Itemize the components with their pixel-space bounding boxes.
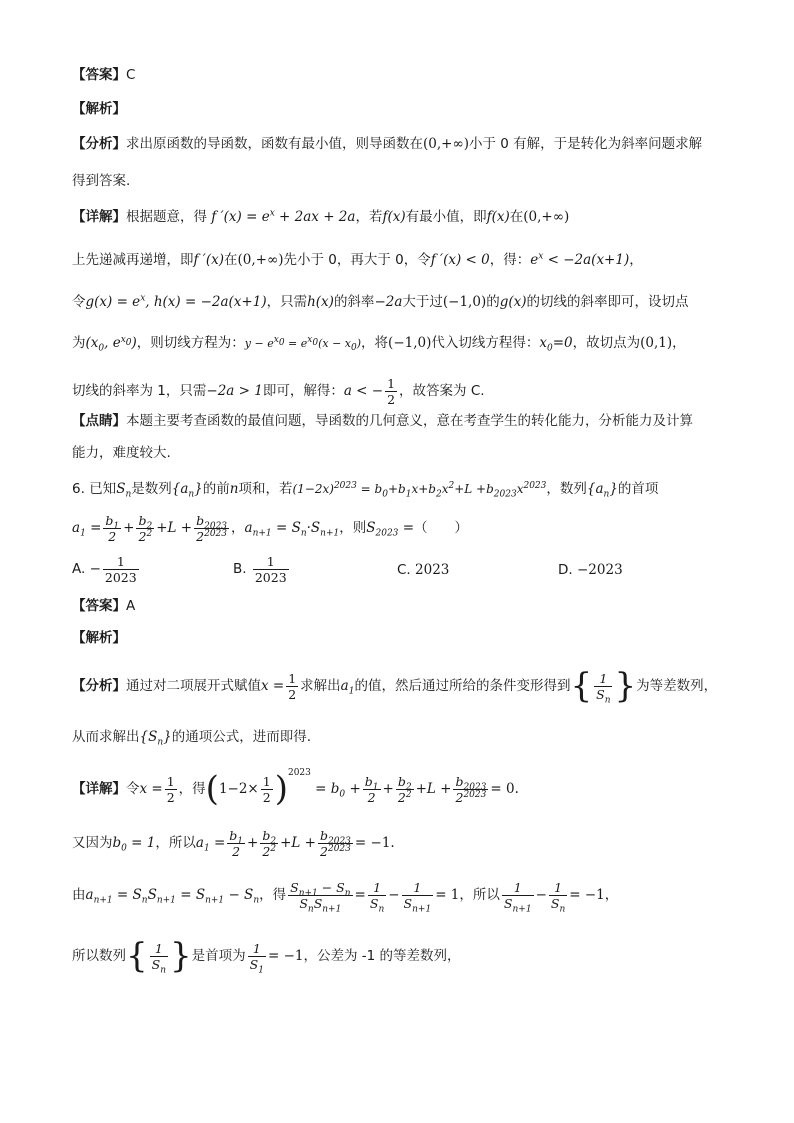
answer-tag: 【答案】 [72, 67, 126, 83]
answer-tag: 【答案】 [72, 598, 126, 614]
math-fraction: $\frac{1}{2}$ [387, 375, 396, 407]
math-fraction: $\frac{1}{S_n}$ [596, 670, 611, 705]
math-formula: $\{a_n\}$ [171, 481, 203, 500]
q5-dianjing-line-2 [72, 444, 724, 462]
math-fraction: $\frac{b_2}{2^2}$ [262, 827, 277, 859]
math-fraction: $\frac{b_{2023}}{2^{2023}}$ [196, 512, 228, 544]
option-value: −2023 [576, 562, 623, 578]
option-fraction: $\frac{1}{2023}$ [254, 553, 287, 585]
math-point: (0,1) [640, 335, 673, 351]
math-fraction: $\frac{1}{S_{n+1}}$ [503, 879, 532, 914]
option-letter: C. [397, 562, 411, 578]
math-formula: f ′(x) < 0 [430, 252, 490, 268]
q6-stem-line-1 [72, 480, 724, 498]
stem-text: 已知 [89, 481, 117, 497]
math-formula: $a_1$ = [72, 520, 102, 539]
q6-fenxi-line-1: 【分析】通过对二项展开式赋值x = $\frac{1}{2}$ 求解出$a_1$的值，然后通过所给的条件变形得到{ $\frac{1}{S_n}$ }为等差数列， [72, 666, 718, 706]
math-formula: $a_1$ = [195, 835, 226, 854]
q6-stem-line-2: $a_1$ = $\frac{b_1}{2}$ + $\frac{b_2}{2^2}$ +L + $\frac{b_{2023}}{2^{2023}}$ ，$a_{n+1} = S_n\cdot S_{n+1}$，则$S_{2023}$ =（ ） [72, 512, 469, 544]
xiangjie-text: ，所以 [155, 835, 196, 851]
xiangjie-text: 的 [486, 294, 500, 310]
fenxi-text: 得到答案. [72, 173, 131, 189]
option-a[interactable] [72, 552, 141, 586]
option-d[interactable] [558, 561, 623, 579]
math-formula: $(1-2x)^{2023} = b_0+b_1x+b_2x^2+L +b_{2023}x^{2023}$ [292, 481, 547, 500]
xiangjie-text: 上先递减再递增，即 [72, 252, 194, 268]
fenxi-text: 的通项公式，进而即得. [171, 729, 312, 745]
xiangjie-text: 切线的斜率为 1，只需 [72, 383, 207, 399]
analysis-tag: 【解析】 [72, 630, 126, 646]
q5-analysis-heading [72, 100, 724, 118]
math-fraction: $\frac{1}{S_n}$ [369, 879, 385, 914]
q5-xiangjie-line-1 [72, 208, 724, 226]
xiangjie-text: 有最小值，即 [405, 209, 487, 225]
xiangjie-text: ，公差为 -1 的等差数列， [303, 948, 461, 964]
math-interval: (0,+∞) [237, 252, 284, 268]
math-formula: $a_1$ [340, 678, 355, 697]
math-fraction: $\frac{b_2}{2^2}$ [397, 773, 412, 805]
math-formula: $S_{2023}$ = [366, 520, 415, 539]
xiangjie-text: 是首项为 [191, 948, 246, 964]
q5-fenxi-line-1 [72, 135, 724, 153]
option-value: 2023 [415, 562, 450, 578]
math-fraction: $\frac{1}{2}$ [288, 670, 297, 702]
q6-xiangjie-line-2: 又因为$b_0 = 1$，所以$a_1$ = $\frac{b_1}{2}$ + $\frac{b_2}{2^2}$ +L + $\frac{b_{2023}}{2^{2023}}$ = −1. [72, 827, 395, 859]
math-fraction: $\frac{1}{2}$ [166, 773, 175, 805]
q5-xiangjie-line-3 [72, 293, 724, 311]
fenxi-text: 为等差数列， [636, 678, 718, 694]
math-formula: $\{S_n\}$ [139, 729, 172, 748]
q6-xiangjie-line-3: 由$a_{n+1} = S_nS_{n+1} = S_{n+1} - S_n$，得 $\frac{S_{n+1} - S_n}{S_nS_{n+1}}$ = $\frac{1}{S_n}$ − $\frac{1}{S_{n+1}}$ = 1，所以 $\frac{1}{S_{n+1}}$ − $\frac{1}{S_n}$ = −1， [72, 879, 619, 914]
fenxi-tag: 【分析】 [72, 136, 126, 152]
xiangjie-text: ，得 [259, 887, 287, 903]
q6-analysis-heading [72, 629, 724, 647]
math-formula: $\{a_n\}$ [586, 481, 618, 500]
math-fraction: $\frac{b_{2023}}{2^{2023}}$ [455, 773, 487, 805]
xiangjie-text: 为 [72, 335, 86, 351]
option-b[interactable] [233, 552, 291, 586]
analysis-tag: 【解析】 [72, 101, 126, 117]
math-formula: $g(x) = e^x$, h(x) = −2a(x+1) [85, 293, 267, 310]
answer-value: A [126, 598, 136, 614]
math-formula: n [229, 481, 239, 497]
fenxi-text: 的值，然后通过所给的条件变形得到 [354, 678, 571, 694]
math-formula: $S_n$ [116, 481, 132, 500]
xiangjie-tag: 【详解】 [72, 209, 126, 225]
xiangjie-text: ，得： [489, 252, 531, 268]
xiangjie-tag: 【详解】 [72, 781, 126, 797]
stem-text: ， [231, 520, 245, 536]
math-point: (−1,0) [442, 294, 487, 310]
xiangjie-text: 先小于 0，再大于 0，令 [283, 252, 431, 268]
math-fraction: $\frac{1}{S_n}$ [151, 940, 167, 975]
math-interval: (0,+∞) [423, 136, 469, 152]
q6-fenxi-line-2 [72, 728, 724, 746]
math-formula: h(x) [307, 294, 334, 310]
math-formula: x = [261, 678, 285, 694]
xiangjie-text: 的斜率 [333, 294, 375, 310]
math-fraction: $\frac{S_{n+1} - S_n}{S_nS_{n+1}}$ [290, 879, 351, 914]
stem-text: ，则 [339, 520, 367, 536]
math-fraction: $\frac{1}{S_1}$ [249, 940, 264, 975]
xiangjie-text: ，得 [178, 781, 206, 797]
math-point: (−1,0) [388, 335, 432, 351]
fenxi-text: 通过对二项展开式赋值 [126, 678, 261, 694]
xiangjie-text: ，若 [355, 209, 383, 225]
xiangjie-text: ，所以 [459, 887, 500, 903]
math-formula: $a_{n+1} = S_nS_{n+1} = S_{n+1} - S_n$ [85, 887, 260, 906]
math-formula: g(x) [499, 294, 527, 310]
xiangjie-text: 又因为 [72, 835, 113, 851]
q6-xiangjie-line-1: 【详解】令x = $\frac{1}{2}$ ，得(1−2× $\frac{1}{2}$ )$^{2023} = b_0$ + $\frac{b_1}{2}$ + $\frac{b_2}{2^2}$ +L + $\frac{b_{2023}}{2^{2023}}$ = 0. [72, 768, 519, 809]
math-formula: f(x) [382, 209, 406, 225]
xiangjie-text: 令 [126, 781, 140, 797]
math-fraction: $\frac{b_1}{2}$ [229, 827, 244, 859]
math-formula: $a_{n+1} = S_n\cdot S_{n+1}$ [244, 520, 340, 539]
q5-fenxi-line-2 [72, 172, 724, 190]
math-formula: $b_0 = 1$ [112, 835, 156, 854]
xiangjie-text: 令 [72, 294, 86, 310]
math-formula: −2a [374, 294, 403, 310]
math-fraction: $\frac{b_1}{2}$ [364, 773, 379, 805]
math-fraction: $\frac{b_1}{2}$ [105, 512, 120, 544]
math-formula: $x_0=0$ [539, 335, 573, 354]
option-letter: A. [72, 561, 86, 577]
q5-xiangjie-line-2: 上先递减再递增，即f ′(x)在(0,+∞)先小于 0，再大于 0，令f ′(x) < 0，得：$e^x < -2a(x+1)$， [72, 251, 643, 268]
fenxi-tag: 【分析】 [72, 678, 126, 694]
q6-xiangjie-line-4: 所以数列{ $\frac{1}{S_n}$ }是首项为 $\frac{1}{S_1}$ = −1，公差为 -1 的等差数列， [72, 936, 461, 976]
q5-xiangjie-line-5 [72, 374, 724, 408]
stem-text: （ ） [414, 520, 469, 536]
math-interval: (0,+∞) [523, 209, 570, 225]
answer-value: C [126, 67, 136, 83]
option-fraction: $\frac{1}{2023}$ [104, 553, 137, 585]
dianjing-text: 能力，难度较大. [72, 445, 171, 461]
math-fraction: $\frac{1}{S_{n+1}}$ [403, 879, 432, 914]
math-fraction: $\frac{b_2}{2^2}$ [138, 512, 153, 544]
option-sign: − [89, 561, 101, 577]
math-formula: $y - e^{x_0} = e^{x_0}(x - x_0)$ [244, 335, 362, 354]
dianjing-text: 本题主要考查函数的最值问题，导函数的几何意义，意在考查学生的转化能力，分析能力及计算 [126, 413, 693, 429]
math-formula: f ′(x) [193, 252, 225, 268]
fenxi-text: 求出原函数的导函数，函数有最小值，则导函数在 [126, 136, 423, 152]
math-formula: a < − [343, 383, 384, 399]
dianjing-tag: 【点睛】 [72, 413, 126, 429]
q5-answer-line [72, 66, 724, 84]
option-letter: B. [233, 561, 247, 577]
xiangjie-text: 根据题意，得 [126, 209, 207, 225]
fenxi-text: 求解出 [300, 678, 341, 694]
option-letter: D. [558, 562, 573, 578]
math-formula: x = [139, 781, 163, 797]
xiangjie-text: 代入切线方程得： [431, 335, 540, 351]
q6-answer-line [72, 597, 724, 615]
option-c[interactable] [397, 561, 449, 579]
xiangjie-text: 即可，解得： [262, 383, 344, 399]
math-fraction: $\frac{1}{S_n}$ [550, 879, 566, 914]
xiangjie-text: 在 [509, 209, 524, 225]
math-formula: $e^x < -2a(x+1)$ [530, 251, 630, 268]
fenxi-text: 从而求解出 [72, 729, 140, 745]
xiangjie-text: 大于过 [402, 294, 443, 310]
math-fraction: $\frac{b_{2023}}{2^{2023}}$ [319, 827, 351, 859]
xiangjie-text: 的切线的斜率即可，设切点 [526, 294, 689, 310]
stem-text: 是数列 [131, 481, 172, 497]
stem-text: 项和，若 [238, 481, 293, 497]
fenxi-text: 小于 0 有解，于是转化为斜率问题求解 [468, 136, 703, 152]
xiangjie-text: 由 [72, 887, 86, 903]
xiangjie-text: ，只需 [266, 294, 308, 310]
math-formula: f $'(x) = e^x + 2ax + 2a$ [211, 208, 356, 225]
question-number: 6. [72, 481, 85, 497]
xiangjie-text: ，则切线方程为： [136, 335, 245, 351]
math-formula: ($x_0$, $e^{x_0}$) [85, 334, 137, 354]
q5-dianjing-line-1 [72, 412, 724, 430]
stem-text: 的首项 [617, 481, 659, 497]
xiangjie-text: 所以数列 [72, 948, 126, 964]
math-formula: f(x) [486, 209, 510, 225]
xiangjie-text: ，将 [361, 335, 389, 351]
q5-xiangjie-line-4: 为($x_0$, $e^{x_0}$)，则切线方程为：$y - e^{x_0} = e^{x_0}(x - x_0)$，将(−1,0)代入切线方程得：$x_0=0$，故切点为(0,1)， [72, 334, 686, 354]
stem-text: 的前 [202, 481, 230, 497]
xiangjie-text: ，故切点为 [572, 335, 641, 351]
stem-text: ，数列 [546, 481, 587, 497]
xiangjie-text: 在 [224, 252, 238, 268]
math-formula: −2a > 1 [206, 383, 263, 399]
xiangjie-text: ，故答案为 C. [399, 383, 485, 399]
math-fraction: $\frac{1}{2}$ [262, 773, 271, 805]
